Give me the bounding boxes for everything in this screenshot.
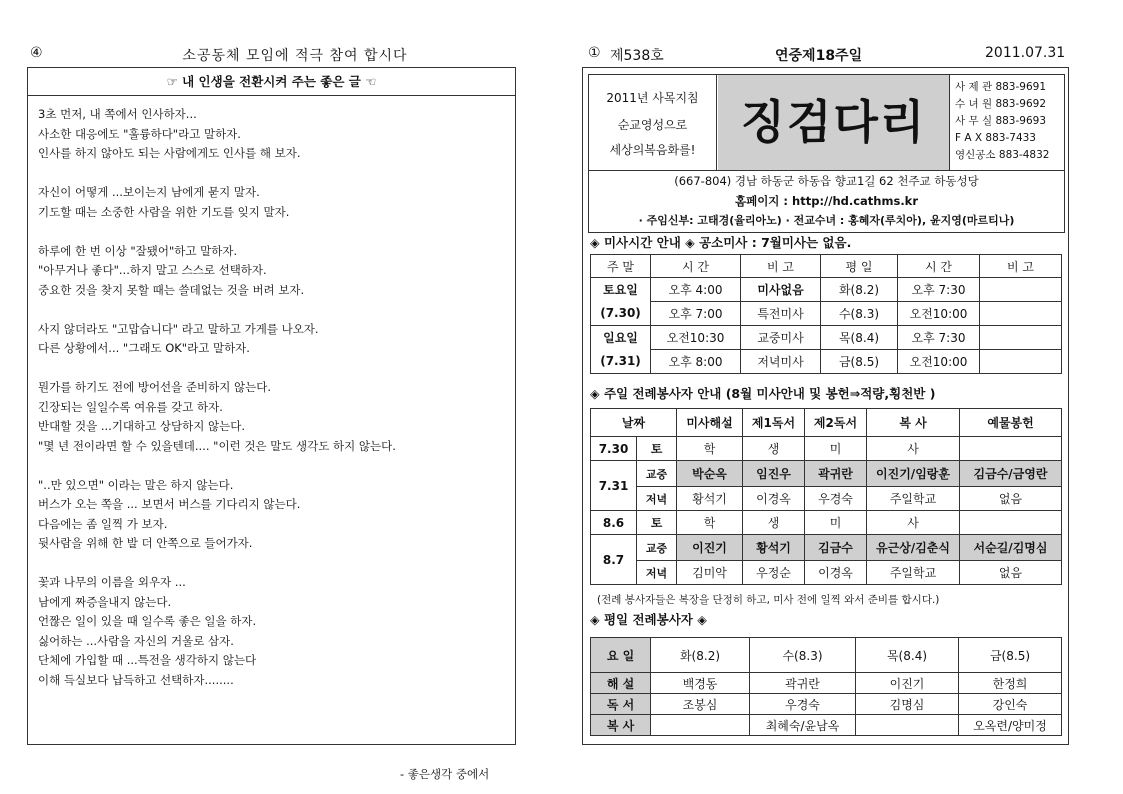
table-cell: 교중 (637, 461, 677, 487)
table-header: 금(8.5) (959, 638, 1062, 673)
table-cell: 토요일 (591, 278, 651, 302)
table-cell: 생 (743, 437, 805, 461)
article-line: 긴장되는 일일수록 여유를 갖고 하자. (38, 399, 223, 414)
table-cell: 유근상/김춘식 (867, 535, 960, 561)
table-row (591, 437, 1062, 461)
table-header: 주 말 (591, 255, 651, 278)
table-row (591, 535, 1062, 561)
table-header: 시 간 (898, 255, 980, 278)
article-line: 사지 않더라도 "고맙습니다" 라고 말하고 가게를 나오자. (38, 321, 319, 336)
table-header: 시 간 (651, 255, 741, 278)
table-row (591, 326, 1062, 350)
table-cell: 8.7 (591, 535, 637, 585)
article-line: 다음에는 좀 일찍 가 보자. (38, 516, 168, 531)
left-article-box (27, 67, 516, 781)
sunday-servers-title: ◈ 주일 전례봉사자 안내 (8월 미사안내 및 봉헌⇒적량,횡천반 ) (590, 386, 936, 401)
table-cell: 저녁 (637, 487, 677, 511)
table-cell: 오옥련/양미정 (959, 715, 1062, 736)
table-cell: 사 (867, 437, 960, 461)
table-cell: 특전미사 (741, 302, 821, 326)
table-cell: 교중 (637, 535, 677, 561)
table-cell: 황석기 (677, 487, 743, 511)
motto-line: 세상의복음화를! (609, 143, 696, 157)
motto-line: 2011년 사목지침 (606, 91, 699, 105)
table-cell (980, 302, 1062, 326)
table-cell: 오후 7:00 (651, 302, 741, 326)
article-line: 뒷사람을 위해 한 발 더 안쪽으로 들어가자. (38, 536, 253, 550)
table-header: 복 사 (867, 409, 960, 437)
table-cell: 주일학교 (867, 561, 960, 585)
table-cell: 김명심 (856, 694, 959, 715)
table-cell: 오전10:00 (898, 302, 980, 326)
right-page-number: ① (588, 45, 601, 61)
table-cell: 일요일 (591, 326, 651, 350)
left-page-number: ④ (30, 45, 43, 61)
article-line (38, 164, 508, 184)
table-cell: 오후 7:30 (898, 326, 980, 350)
article-line: 하루에 한 번 이상 "잘됐어"하고 말하자. (38, 243, 238, 258)
parish-staff: · 주임신부: 고태경(율리아노) · 전교수녀 : 홍혜자(루치아), 윤지영(마르티나) (638, 214, 1015, 227)
article-line: 자신이 어떻게 ...보이는지 남에게 묻지 말자. (38, 185, 260, 199)
table-cell: 없음 (960, 561, 1062, 585)
article-title: ☞ 내 인생을 전환시켜 주는 좋은 글 ☜ (28, 68, 515, 96)
table-cell: 이경옥 (805, 561, 867, 585)
table-cell: 교중미사 (741, 326, 821, 350)
table-row (591, 715, 1062, 736)
table-cell: 이진기/임랑훈 (867, 461, 960, 487)
table-row (591, 461, 1062, 487)
table-cell: 오전10:00 (898, 350, 980, 374)
article-line: "몇 년 전이라면 할 수 있을텐데.... "이런 것은 말도 생각도 하지 않는다. (38, 438, 396, 453)
table-cell: 8.6 (591, 511, 637, 535)
table-cell: 김금수 (805, 535, 867, 561)
table-cell: 김미악 (677, 561, 743, 585)
table-row (591, 487, 1062, 511)
phone-item: F A X 883-7433 (955, 132, 1036, 144)
phone-list (955, 79, 1063, 164)
article-line (38, 554, 508, 574)
article-line: 3초 먼저, 내 쪽에서 인사하자... (38, 107, 197, 121)
mass-times-title: ◈ 미사시간 안내 ◈ 공소미사 : 7월미사는 없음. (590, 235, 852, 250)
table-cell (856, 715, 959, 736)
table-header: 평 일 (821, 255, 898, 278)
table-cell: 한정희 (959, 673, 1062, 694)
table-cell: 학 (677, 437, 743, 461)
liturgical-week: 연중제18주일 (775, 48, 863, 64)
table-cell: 7.30 (591, 437, 637, 461)
article-line: 다른 상황에서... "그래도 OK"라고 말하자. (38, 341, 250, 355)
sunday-servers-table (590, 408, 1062, 585)
table-cell: 곽귀란 (750, 673, 856, 694)
left-header: 소공동체 모임에 적극 참여 합시다 (182, 48, 408, 64)
table-header: 비 고 (741, 255, 821, 278)
table-cell: 우경숙 (805, 487, 867, 511)
table-header: 예물봉헌 (960, 409, 1062, 437)
article-line (38, 456, 508, 476)
article-line: 언짢은 일이 있을 때 일수록 좋은 일을 하자. (38, 614, 257, 628)
table-cell: 독 서 (591, 694, 651, 715)
table-header: 요 일 (591, 638, 651, 673)
parish-info (589, 170, 1064, 231)
table-cell: 미사없음 (741, 278, 821, 302)
table-cell (960, 511, 1062, 535)
table-cell: 생 (743, 511, 805, 535)
table-cell: 서순길/김명심 (960, 535, 1062, 561)
table-header: 제1독서 (743, 409, 805, 437)
masthead (588, 74, 1065, 233)
phone-item: 수 녀 원 883-9692 (955, 98, 1046, 110)
weekday-servers-title: ◈ 평일 전례봉사자 ◈ (590, 612, 707, 627)
table-cell: (7.31) (591, 350, 651, 374)
table-cell (980, 326, 1062, 350)
table-cell: 최혜숙/윤남옥 (750, 715, 856, 736)
table-cell: 금(8.5) (821, 350, 898, 374)
table-cell: 이진기 (856, 673, 959, 694)
table-cell: 박순옥 (677, 461, 743, 487)
table-cell: 곽귀란 (805, 461, 867, 487)
article-line: 꽃과 나무의 이름을 외우자 ... (38, 575, 186, 589)
table-cell: 우정순 (743, 561, 805, 585)
table-cell: (7.30) (591, 302, 651, 326)
table-cell: 임진우 (743, 461, 805, 487)
parish-homepage: 홈페이지 : http://hd.cathms.kr (734, 194, 919, 208)
article-line: 반대할 것을 ...기대하고 상담하지 않는다. (38, 419, 245, 433)
table-cell: 오후 7:30 (898, 278, 980, 302)
article-line: 인사를 하지 않아도 되는 사람에게도 인사를 해 보자. (38, 146, 301, 160)
table-header: 수(8.3) (750, 638, 856, 673)
table-cell: 학 (677, 511, 743, 535)
table-cell: 화(8.2) (821, 278, 898, 302)
table-cell: 복 사 (591, 715, 651, 736)
article-line: "..만 있으면" 이라는 말은 하지 않는다. (38, 477, 234, 492)
table-header: 화(8.2) (651, 638, 750, 673)
table-cell: 우경숙 (750, 694, 856, 715)
table-header: 비 고 (980, 255, 1062, 278)
phone-item: 영신공소 883-4832 (955, 149, 1050, 161)
servers-note: (전례 봉사자들은 복장을 단정히 하고, 미사 전에 일찍 와서 준비를 합시다.) (597, 594, 940, 606)
table-cell: 오후 8:00 (651, 350, 741, 374)
table-header: 미사해설 (677, 409, 743, 437)
table-cell: 토 (637, 511, 677, 535)
table-row (591, 561, 1062, 585)
table-cell: 수(8.3) (821, 302, 898, 326)
table-cell: 오후 4:00 (651, 278, 741, 302)
table-cell (980, 278, 1062, 302)
table-cell: 오전10:30 (651, 326, 741, 350)
table-cell: 미 (805, 511, 867, 535)
phone-item: 사 무 실 883-9693 (955, 115, 1046, 127)
article-signature: - 좋은생각 중에서 (400, 767, 490, 781)
parish-address: (667-804) 경남 하동군 하동읍 향교1길 62 천주교 하동성당 (674, 174, 979, 188)
phone-item: 사 제 관 883-9691 (955, 81, 1046, 93)
table-row (591, 673, 1062, 694)
table-cell: 목(8.4) (821, 326, 898, 350)
table-row (591, 350, 1062, 374)
issue-date: 2011.07.31 (985, 45, 1066, 61)
article-line: 중요한 것을 찾지 못할 때는 쓸데없는 것을 버려 보자. (38, 282, 305, 297)
table-cell (980, 350, 1062, 374)
article-line: 기도할 때는 소중한 사람을 위한 기도를 잊지 말자. (38, 204, 290, 219)
table-cell: 백경동 (651, 673, 750, 694)
table-cell: 주일학교 (867, 487, 960, 511)
table-row (591, 694, 1062, 715)
table-header: 날짜 (591, 409, 677, 437)
table-header: 제2독서 (805, 409, 867, 437)
table-cell: 이경옥 (743, 487, 805, 511)
table-header-row (591, 255, 1062, 278)
table-header-row (591, 409, 1062, 437)
table-cell: 없음 (960, 487, 1062, 511)
article-line: "아무거나 좋다"...하지 말고 스스로 선택하자. (38, 263, 267, 277)
table-cell (651, 715, 750, 736)
article-line (38, 300, 508, 320)
table-cell: 저녁미사 (741, 350, 821, 374)
table-cell: 사 (867, 511, 960, 535)
article-line: 사소한 대응에도 "훌륭하다"라고 말하자. (38, 126, 241, 141)
table-cell: 해 설 (591, 673, 651, 694)
table-cell: 강인숙 (959, 694, 1062, 715)
table-row (591, 511, 1062, 535)
article-line: 이해 득실보다 납득하고 선택하자........ (38, 672, 234, 687)
table-cell (960, 437, 1062, 461)
article-line: 남에게 짜증을내지 않는다. (38, 594, 172, 609)
table-header-row (591, 638, 1062, 673)
weekday-servers-table (590, 637, 1062, 736)
bulletin-logo: 징검다리 (718, 75, 950, 170)
article-line (38, 222, 508, 242)
table-header: 목(8.4) (856, 638, 959, 673)
table-cell: 미 (805, 437, 867, 461)
table-cell: 조봉심 (651, 694, 750, 715)
table-cell: 저녁 (637, 561, 677, 585)
article-lines (38, 105, 508, 690)
issue-number: 제538호 (610, 48, 664, 64)
article-line: 뭔가를 하기도 전에 방어선을 준비하지 않는다. (38, 380, 272, 394)
article-line: 버스가 오는 쪽을 ... 보면서 버스를 기다리지 않는다. (38, 497, 301, 511)
article-line: 단체에 가입할 때 ...특전을 생각하지 않는다 (38, 653, 257, 667)
table-cell: 7.31 (591, 461, 637, 511)
motto-line: 순교영성으로 (617, 118, 688, 132)
table-row (591, 302, 1062, 326)
table-row (591, 278, 1062, 302)
table-cell: 김금수/금영란 (960, 461, 1062, 487)
table-cell: 황석기 (743, 535, 805, 561)
mass-times-table (590, 254, 1062, 374)
article-line: 싫어하는 ...사람을 자신의 거울로 삼자. (38, 633, 234, 648)
article-line (38, 359, 508, 379)
table-cell: 이진기 (677, 535, 743, 561)
table-cell: 토 (637, 437, 677, 461)
pastoral-motto (589, 75, 717, 170)
